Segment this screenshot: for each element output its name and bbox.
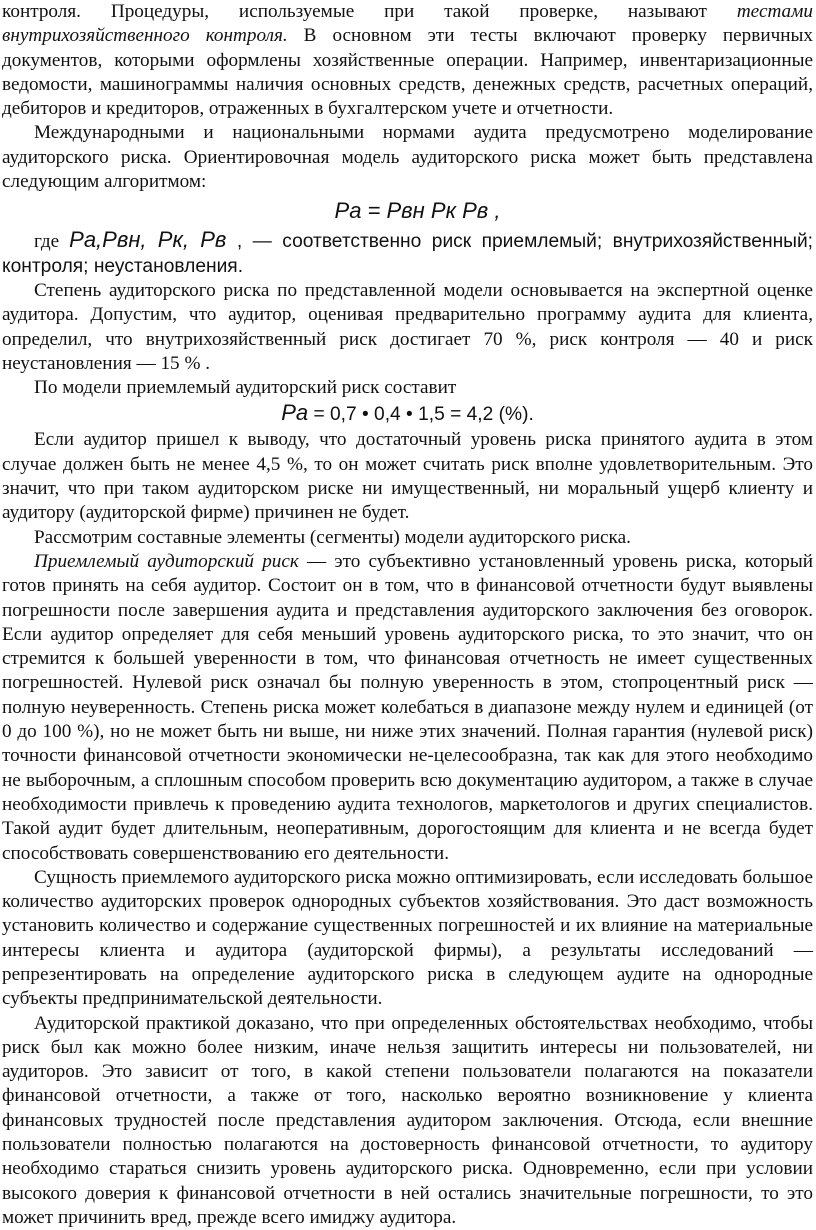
formula-risk-calculation	[2, 400, 813, 428]
formula-symbols: Pa,Pвн, Pк, Pв	[69, 227, 227, 253]
paragraph-segments: Рассмотрим составные элементы (сегменты) модели аудиторского риска.	[34, 526, 631, 548]
italic-term: Приемлемый аудиторский риск	[34, 550, 299, 572]
paragraph-formula-legend	[2, 228, 813, 279]
formula-symbol: Pa	[281, 400, 309, 426]
formula-expression: = 0,7 • 0,4 • 1,5 = 4,2 (%).	[308, 404, 534, 426]
paragraph-text: , — соответственно риск приемлемый; внутрихозяйственный; контроля; неустановления.	[2, 231, 813, 277]
paragraph-text: — это субъективно установленный уровень риска, который готов принять на себя аудитор. Состоит он в том, что в финансовой отчетности будут выявлены погрешности после завершения аудита и представления аудиторского заключения без оговорок. Если аудитор определяет для себя меньший уровень аудиторского риска, то это значит, что он стремится к большей уверенности в том, что финансовая отчетность не имеет существенных погрешностей. Нулевой риск означал бы полную уверенность в этом, стопроцентный риск — полную неуверенность. Степень риска может колебаться в диапазоне между нулем и единицей (от 0 до 100 %), но не может быть ни выше, ни ниже этих значений. Полная гарантия (нулевой риск) точности финансовой отчетности экономически не-целесообразна, так как для этого необходимо не выборочным, а сплошным способом проверить всю документацию аудитором, а также в случае необходимости привлечь к проведению аудита технологов, маркетологов и других специалистов. Такой аудит будет длительным, неоперативным, дорогостоящим для клиента и не всегда будет способствовать совершенствованию его деятельности.	[2, 550, 813, 864]
paragraph-acceptable-risk	[2, 550, 813, 866]
paragraph-audit-practice: Аудиторской практикой доказано, что при определенных обстоятельствах необходимо, чтобы риск был как можно более низким, иначе нельзя защитить интересы ни пользователей, ни аудиторов. Это зависит от того, в какой степени пользователи полагаются на показатели финансовой отчетности, а также от того, насколько вероятно возникновение у клиента финансовых трудностей после представления аудитором заключения. Отсюда, если внешние пользователи полностью полагаются на достоверность финансовой отчетности, то аудитору необходимо стараться снизить уровень аудиторского риска. Одновременно, если при условии высокого доверия к финансовой отчетности в ней остались значительные погрешности, то это может причинить вред, прежде всего имиджу аудитора.	[2, 1012, 813, 1228]
paragraph-text: где	[34, 231, 70, 253]
formula-risk-model: Pa = Pвн Pк Pв ,	[334, 198, 501, 224]
paragraph-text: контроля. Процедуры, используемые при такой проверке, называют	[2, 1, 737, 22]
italic-term: тестами внутрихозяйственного контроля.	[2, 1, 813, 47]
paragraph-model-result: По модели приемлемый аудиторский риск составит	[34, 377, 457, 399]
paragraph-risk-degree: Степень аудиторского риска по представленной модели основывается на экспертной оценке аудитора. Допустим, что аудитор, оценивая предварительно программу аудита для клиента, определил, что внутрихозяйственный риск достигает 70 %, риск контроля — 40 и риск неустановления — 15 % .	[2, 279, 813, 374]
paragraph-risk-optimization: Сущность приемлемого аудиторского риска можно оптимизировать, если исследовать большое количество аудиторских проверок однородных субъектов хозяйствования. Это даст возможность установить количество и содержание существенных погрешностей и их влияние на материальные интересы клиента и аудитора (аудиторской фирмы), а результаты исследований — репрезентировать на определение аудиторского риска в следующем аудите на однородные субъекты предпринимательской деятельности.	[2, 866, 813, 1010]
paragraph-audit-risk-modeling: Международными и национальными нормами аудита предусмотрено моделирование аудиторского риска. Ориентировочная модель аудиторского риска может быть представлена следующим алгоритмом:	[2, 122, 813, 193]
paragraph-text: В основном эти тесты включают проверку первичных документов, которыми оформлены хозяйственные операции. Например, инвентаризационные ведомости, машинограммы наличия основных средств, денежных средств, расчетных операций, дебиторов и кредиторов, отраженных в бухгалтерском учете и отчетности.	[2, 25, 813, 120]
paragraph-continuation	[2, 0, 813, 121]
paragraph-conclusion: Если аудитор пришел к выводу, что достаточный уровень риска принятого аудита в этом случае должен быть не менее 4,5 %, то он может считать риск вполне удовлетворительным. Это значит, что при таком аудиторском риске ни имущественный, ни моральный ущерб клиенту и аудитору (аудиторской фирме) причинен не будет.	[2, 429, 813, 524]
